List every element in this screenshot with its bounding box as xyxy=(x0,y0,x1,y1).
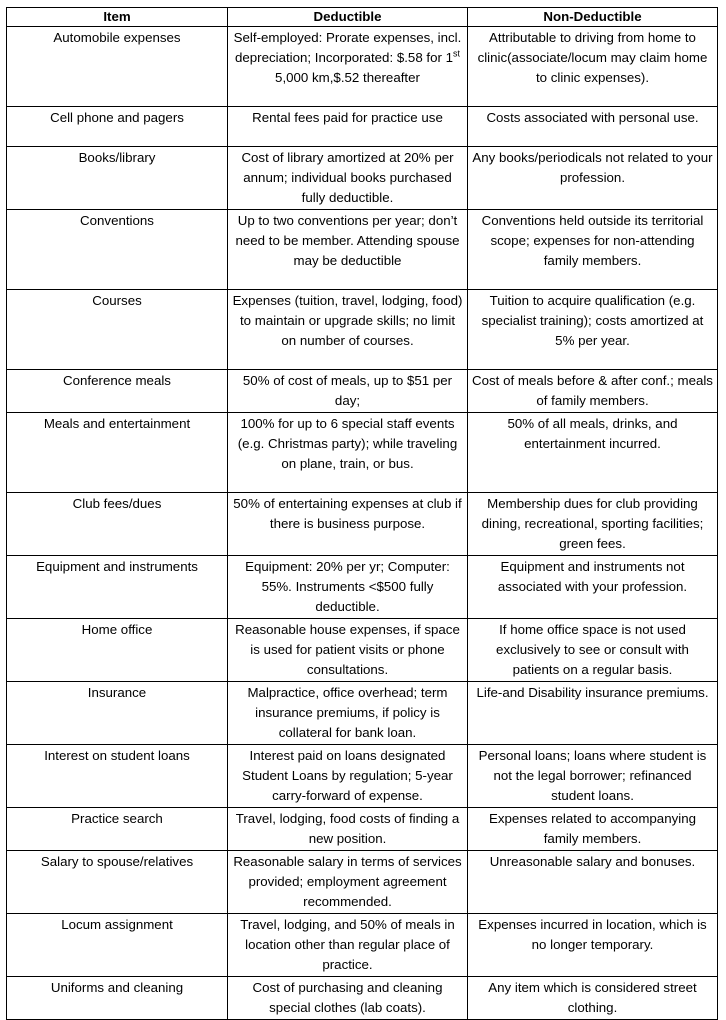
non-deductible-cell: Membership dues for club providing dining, recreational, sporting facilities; green fees. xyxy=(468,493,718,556)
item-cell: Cell phone and pagers xyxy=(7,107,228,147)
deductible-cell: Travel, lodging, and 50% of meals in location other than regular place of practice. xyxy=(228,914,468,977)
item-cell: Meals and entertainment xyxy=(7,413,228,493)
non-deductible-cell: Costs associated with personal use. xyxy=(468,107,718,147)
deductible-cell: 100% for up to 6 special staff events (e.g. Christmas party); while traveling on plane, train, or bus. xyxy=(228,413,468,493)
table-row xyxy=(7,210,718,290)
header-non-deductible: Non-Deductible xyxy=(468,8,718,27)
non-deductible-cell: 50% of all meals, drinks, and entertainment incurred. xyxy=(468,413,718,493)
table-row xyxy=(7,556,718,619)
item-cell: Courses xyxy=(7,290,228,370)
deductible-cell: Cost of purchasing and cleaning special clothes (lab coats). xyxy=(228,977,468,1020)
table-row xyxy=(7,619,718,682)
table-row xyxy=(7,290,718,370)
table-row xyxy=(7,977,718,1020)
table-row xyxy=(7,27,718,107)
deductible-cell: Interest paid on loans designated Student Loans by regulation; 5-year carry-forward of expense. xyxy=(228,745,468,808)
non-deductible-cell: Any books/periodicals not related to your profession. xyxy=(468,147,718,210)
item-cell: Books/library xyxy=(7,147,228,210)
table-body xyxy=(7,27,718,1020)
header-row xyxy=(7,8,718,27)
non-deductible-cell: Cost of meals before & after conf.; meals of family members. xyxy=(468,370,718,413)
deductible-cell: Equipment: 20% per yr; Computer: 55%. Instruments <$500 fully deductible. xyxy=(228,556,468,619)
deductible-cell: Rental fees paid for practice use xyxy=(228,107,468,147)
table-row xyxy=(7,413,718,493)
deductible-cell: Self-employed: Prorate expenses, incl. depreciation; Incorporated: $.58 for 1st 5,000 km,$.52 thereafter xyxy=(228,27,468,107)
deductible-cell: 50% of cost of meals, up to $51 per day; xyxy=(228,370,468,413)
non-deductible-cell: Expenses related to accompanying family members. xyxy=(468,808,718,851)
deductible-cell: 50% of entertaining expenses at club if there is business purpose. xyxy=(228,493,468,556)
deductible-cell: Reasonable house expenses, if space is used for patient visits or phone consultations. xyxy=(228,619,468,682)
item-cell: Conference meals xyxy=(7,370,228,413)
deductible-cell: Up to two conventions per year; don’t need to be member. Attending spouse may be deductible xyxy=(228,210,468,290)
table-row xyxy=(7,107,718,147)
table-row xyxy=(7,370,718,413)
item-cell: Locum assignment xyxy=(7,914,228,977)
table-row xyxy=(7,851,718,914)
table-row xyxy=(7,745,718,808)
item-cell: Club fees/dues xyxy=(7,493,228,556)
table-row xyxy=(7,808,718,851)
item-cell: Insurance xyxy=(7,682,228,745)
non-deductible-cell: Expenses incurred in location, which is no longer temporary. xyxy=(468,914,718,977)
non-deductible-cell: Attributable to driving from home to clinic(associate/locum may claim home to clinic expenses). xyxy=(468,27,718,107)
non-deductible-cell: Equipment and instruments not associated with your profession. xyxy=(468,556,718,619)
non-deductible-cell: If home office space is not used exclusively to see or consult with patients on a regular basis. xyxy=(468,619,718,682)
deductible-cell: Travel, lodging, food costs of finding a new position. xyxy=(228,808,468,851)
item-cell: Equipment and instruments xyxy=(7,556,228,619)
non-deductible-cell: Life-and Disability insurance premiums. xyxy=(468,682,718,745)
deductible-cell: Expenses (tuition, travel, lodging, food) to maintain or upgrade skills; no limit on number of courses. xyxy=(228,290,468,370)
item-cell: Conventions xyxy=(7,210,228,290)
table-row xyxy=(7,914,718,977)
non-deductible-cell: Unreasonable salary and bonuses. xyxy=(468,851,718,914)
item-cell: Practice search xyxy=(7,808,228,851)
table-row xyxy=(7,147,718,210)
table-row xyxy=(7,682,718,745)
item-cell: Automobile expenses xyxy=(7,27,228,107)
table-row xyxy=(7,493,718,556)
non-deductible-cell: Personal loans; loans where student is not the legal borrower; refinanced student loans. xyxy=(468,745,718,808)
item-cell: Home office xyxy=(7,619,228,682)
header-deductible: Deductible xyxy=(228,8,468,27)
header-item: Item xyxy=(7,8,228,27)
non-deductible-cell: Any item which is considered street clothing. xyxy=(468,977,718,1020)
table-header xyxy=(7,8,718,27)
item-cell: Interest on student loans xyxy=(7,745,228,808)
non-deductible-cell: Conventions held outside its territorial scope; expenses for non-attending family members. xyxy=(468,210,718,290)
deductible-cell: Cost of library amortized at 20% per annum; individual books purchased fully deductible. xyxy=(228,147,468,210)
expenses-table xyxy=(6,7,718,1020)
item-cell: Uniforms and cleaning xyxy=(7,977,228,1020)
deductible-cell: Malpractice, office overhead; term insurance premiums, if policy is collateral for bank loan. xyxy=(228,682,468,745)
non-deductible-cell: Tuition to acquire qualification (e.g. specialist training); costs amortized at 5% per year. xyxy=(468,290,718,370)
deductible-cell: Reasonable salary in terms of services provided; employment agreement recommended. xyxy=(228,851,468,914)
item-cell: Salary to spouse/relatives xyxy=(7,851,228,914)
